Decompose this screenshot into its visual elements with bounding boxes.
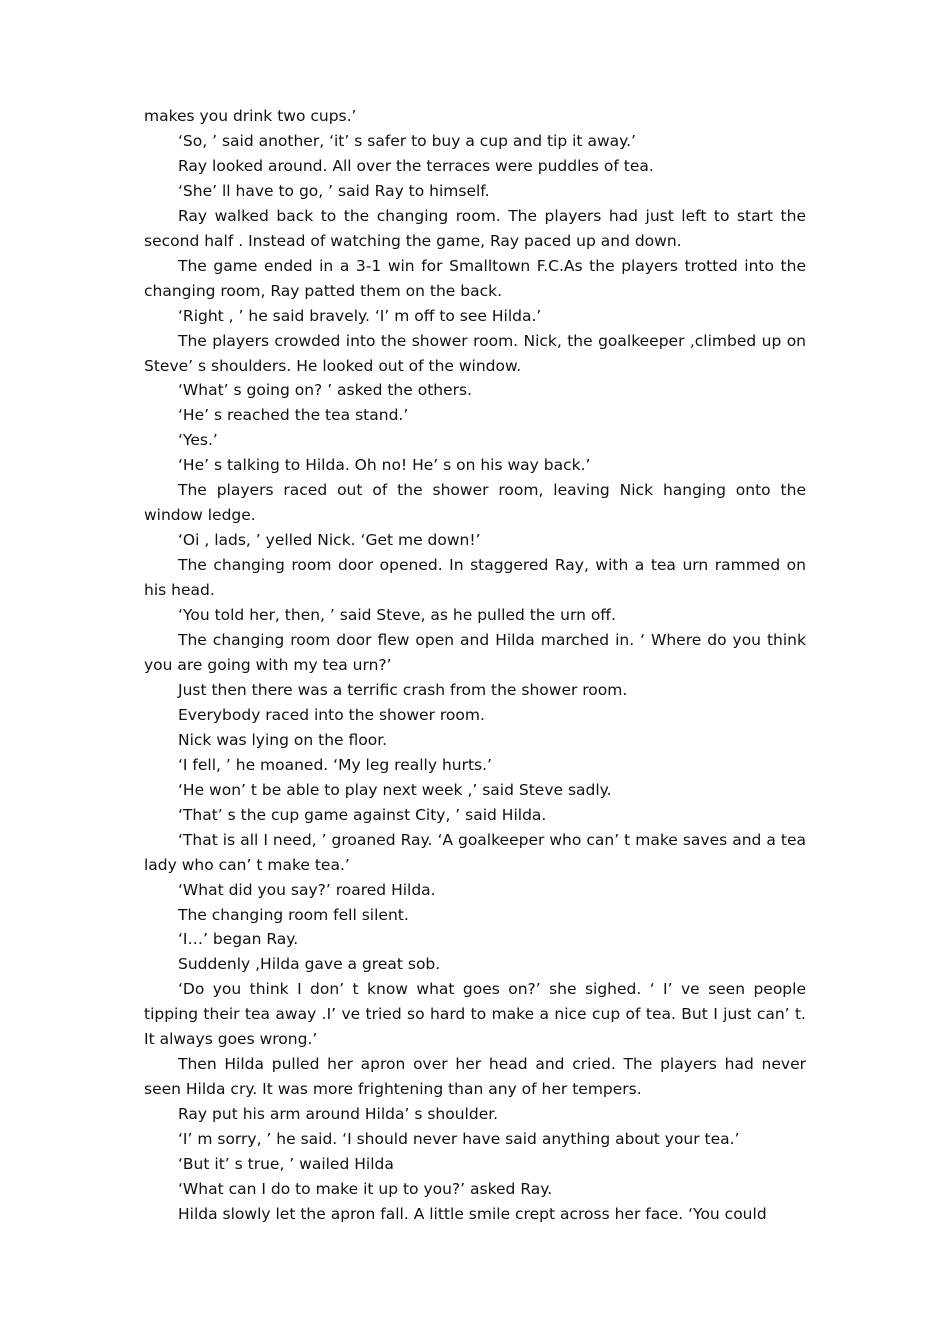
paragraph: The players raced out of the shower room, leaving Nick hanging onto the window ledge. xyxy=(144,481,806,525)
paragraph: makes you drink two cups.’ xyxy=(144,107,357,125)
paragraph: The game ended in a 3-1 win for Smalltown F.C.As the players trotted into the changing room, Ray patted them on the back. xyxy=(144,256,806,300)
paragraph: The changing room fell silent. xyxy=(178,905,409,924)
paragraph: ‘I’ m sorry, ’ he said. ‘I should never have said anything about your tea.’ xyxy=(178,1130,740,1149)
paragraph: Ray put his arm around Hilda’ s shoulder. xyxy=(178,1105,499,1124)
paragraph: ‘What’ s going on? ’ asked the others. xyxy=(178,381,473,400)
paragraph: ‘I…’ began Ray. xyxy=(178,930,299,949)
paragraph: ‘What can I do to make it up to you?’ asked Ray. xyxy=(178,1179,553,1198)
paragraph: ‘But it’ s true, ’ wailed Hilda xyxy=(178,1155,394,1174)
paragraph: ‘That is all I need, ’ groaned Ray. ‘A goalkeeper who can’ t make saves and a tea lady who can’ t make tea.’ xyxy=(144,830,806,874)
paragraph: ‘Do you think I don’ t know what goes on?’ she sighed. ‘ I’ ve seen people tipping their tea away .I’ ve tried so hard to make a nice cup of tea. But I just can’ t. It always goes wrong.’ xyxy=(144,980,806,1049)
paragraph: ‘Right , ’ he said bravely. ‘I’ m off to see Hilda.’ xyxy=(178,306,542,325)
paragraph: Ray walked back to the changing room. The players had just left to start the second half . Instead of watching the game, Ray paced up and down. xyxy=(144,206,806,250)
paragraph: ‘He’ s reached the tea stand.’ xyxy=(178,406,409,425)
paragraph: Everybody raced into the shower room. xyxy=(178,705,485,724)
paragraph: The changing room door flew open and Hilda marched in. ‘ Where do you think you are going with my tea urn?’ xyxy=(144,631,806,674)
paragraph: Suddenly ,Hilda gave a great sob. xyxy=(178,955,441,974)
paragraph: ‘He’ s talking to Hilda. Oh no! He’ s on his way back.’ xyxy=(178,456,591,475)
document-page xyxy=(144,104,806,1227)
paragraph: ‘Oi , lads, ’ yelled Nick. ‘Get me down!’ xyxy=(178,531,481,550)
paragraph: ‘Yes.’ xyxy=(178,431,218,450)
paragraph: ‘That’ s the cup game against City, ’ said Hilda. xyxy=(178,805,547,824)
paragraph: ‘What did you say?’ roared Hilda. xyxy=(178,880,436,899)
paragraph: The changing room door opened. In staggered Ray, with a tea urn rammed on his head. xyxy=(144,556,806,600)
paragraph: The players crowded into the shower room. Nick, the goalkeeper ,climbed up on Steve’ s shoulders. He looked out of the window. xyxy=(144,331,806,375)
paragraph: ‘He won’ t be able to play next week ,’ said Steve sadly. xyxy=(178,780,612,799)
paragraph: ‘I fell, ’ he moaned. ‘My leg really hurts.’ xyxy=(178,755,492,774)
paragraph: Ray looked around. All over the terraces were puddles of tea. xyxy=(178,156,654,175)
paragraph: Just then there was a terrific crash from the shower room. xyxy=(178,680,628,699)
paragraph: ‘She’ ll have to go, ’ said Ray to himself. xyxy=(178,181,490,200)
paragraph: ‘So, ’ said another, ‘it’ s safer to buy a cup and tip it away.’ xyxy=(178,131,636,150)
paragraph: Hilda slowly let the apron fall. A little smile crept across her face. ‘You could xyxy=(178,1204,767,1223)
paragraph: Then Hilda pulled her apron over her head and cried. The players had never seen Hilda cry. It was more frightening than any of her tempers. xyxy=(144,1055,806,1099)
paragraph: ‘You told her, then, ’ said Steve, as he pulled the urn off. xyxy=(178,606,616,625)
paragraph: Nick was lying on the floor. xyxy=(178,730,388,749)
